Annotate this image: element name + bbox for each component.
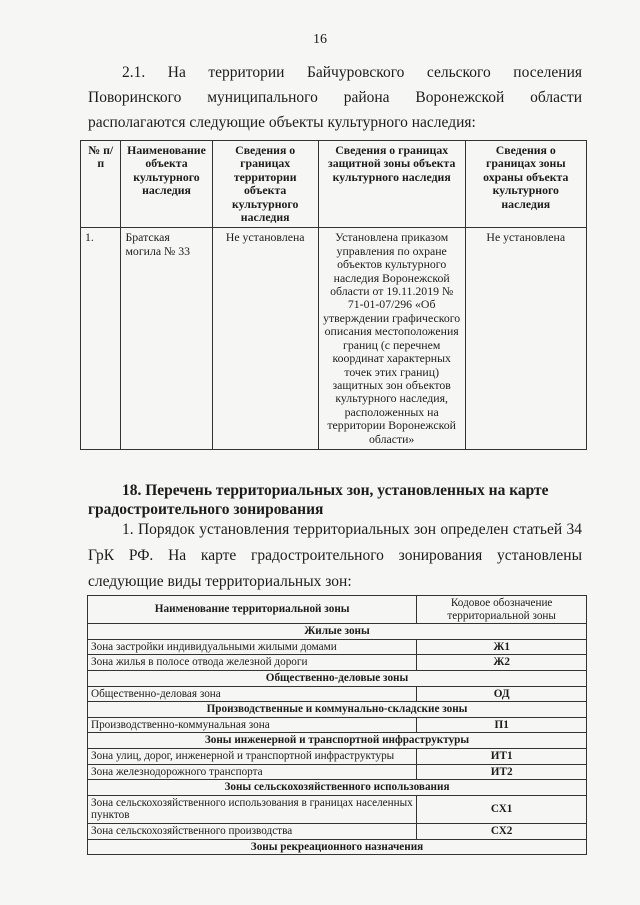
- zone-group-row: [88, 780, 587, 796]
- zones-table-body: [88, 624, 587, 855]
- section-18-heading: [88, 481, 582, 519]
- table-row: [88, 795, 587, 823]
- section-18-heading-line2: градостроительного зонирования: [88, 501, 324, 518]
- section-18-paragraph: [88, 517, 582, 595]
- header-protection-zone-borders: Сведения о границах защитной зоны объекта культурного наследия: [318, 141, 465, 228]
- intro-paragraph: [88, 60, 582, 135]
- table-row: [88, 748, 587, 764]
- table-row: [88, 764, 587, 780]
- table-row: [88, 823, 587, 839]
- zone-name: Производственно-коммунальная зона: [88, 717, 417, 733]
- header-zone-name: Наименование территориальной зоны: [88, 596, 417, 624]
- zone-group-row: [88, 624, 587, 640]
- zone-name: Зона застройки индивидуальными жилыми домами: [88, 639, 417, 655]
- zone-group-title: Зоны рекреационного назначения: [88, 839, 587, 855]
- zone-code: СХ2: [417, 823, 587, 839]
- heritage-table-header-row: [81, 141, 587, 228]
- zone-code: СХ1: [417, 795, 587, 823]
- heritage-objects-table: [80, 140, 587, 450]
- header-security-zone-borders: Сведения о границах зоны охраны объекта культурного наследия: [465, 141, 586, 228]
- zone-name: Общественно-деловая зона: [88, 686, 417, 702]
- header-territory-borders: Сведения о границах территории объекта культурного наследия: [212, 141, 318, 228]
- zone-group-row: [88, 733, 587, 749]
- page-number: 16: [313, 32, 327, 47]
- zone-code: ОД: [417, 686, 587, 702]
- header-object-name: Наименование объекта культурного наследия: [121, 141, 212, 228]
- zone-name: Зона сельскохозяйственного использования в границах населенных пунктов: [88, 795, 417, 823]
- table-row: [88, 717, 587, 733]
- zone-code: Ж2: [417, 655, 587, 671]
- zone-name: Зона жилья в полосе отвода железной дороги: [88, 655, 417, 671]
- zone-name: Зона улиц, дорог, инженерной и транспортной инфраструктуры: [88, 748, 417, 764]
- zone-group-title: Жилые зоны: [88, 624, 587, 640]
- zones-table-header-row: [88, 596, 587, 624]
- header-number: № п/п: [81, 141, 121, 228]
- paragraph-line-first: 1. Порядок установления территориальных зон определен статьей 34: [122, 521, 582, 538]
- zone-group-title: Зоны сельскохозяйственного использования: [88, 780, 587, 796]
- zone-group-title: Производственные и коммунально-складские зоны: [88, 702, 587, 718]
- zone-code: ИТ1: [417, 748, 587, 764]
- table-row: [81, 228, 587, 450]
- zone-group-row: [88, 670, 587, 686]
- zone-name: Зона сельскохозяйственного производства: [88, 823, 417, 839]
- cell-number: 1.: [81, 228, 121, 450]
- zone-code: ИТ2: [417, 764, 587, 780]
- territorial-zones-table: [87, 595, 587, 855]
- zone-name: Зона железнодорожного транспорта: [88, 764, 417, 780]
- zone-group-title: Зоны инженерной и транспортной инфраструктуры: [88, 733, 587, 749]
- paragraph-line-rest: ГрК РФ. На карте градостроительного зонирования установлены следующие виды территориальных зон:: [88, 547, 582, 590]
- zone-group-title: Общественно-деловые зоны: [88, 670, 587, 686]
- cell-object-name: Братская могила № 33: [121, 228, 212, 450]
- cell-security-zone: Не установлена: [465, 228, 586, 450]
- zone-group-row: [88, 702, 587, 718]
- table-row: [88, 639, 587, 655]
- cell-protection-zone: Установлена приказом управления по охране объектов культурного наследия Воронежской области от 19.11.2019 № 71-01-07/296 «Об утверждении графического описания местоположения границ (с перечнем координат характерных точек этих границ) защитных зон объектов культурного наследия, расположенных на территории Воронежской области»: [318, 228, 465, 450]
- cell-territory: Не установлена: [212, 228, 318, 450]
- intro-line-rest: муниципального района Воронежской области располагаются следующие объекты культурного наследия:: [88, 89, 582, 131]
- zone-code: Ж1: [417, 639, 587, 655]
- section-18-heading-line1: 18. Перечень территориальных зон, установленных на карте: [122, 482, 549, 499]
- zone-code: П1: [417, 717, 587, 733]
- intro-line-first: 2.1. На территории Байчуровского сельского поселения Поворинского: [88, 64, 582, 106]
- zone-group-row: [88, 839, 587, 855]
- table-row: [88, 655, 587, 671]
- table-row: [88, 686, 587, 702]
- header-zone-code: Кодовое обозначение территориальной зоны: [417, 596, 587, 624]
